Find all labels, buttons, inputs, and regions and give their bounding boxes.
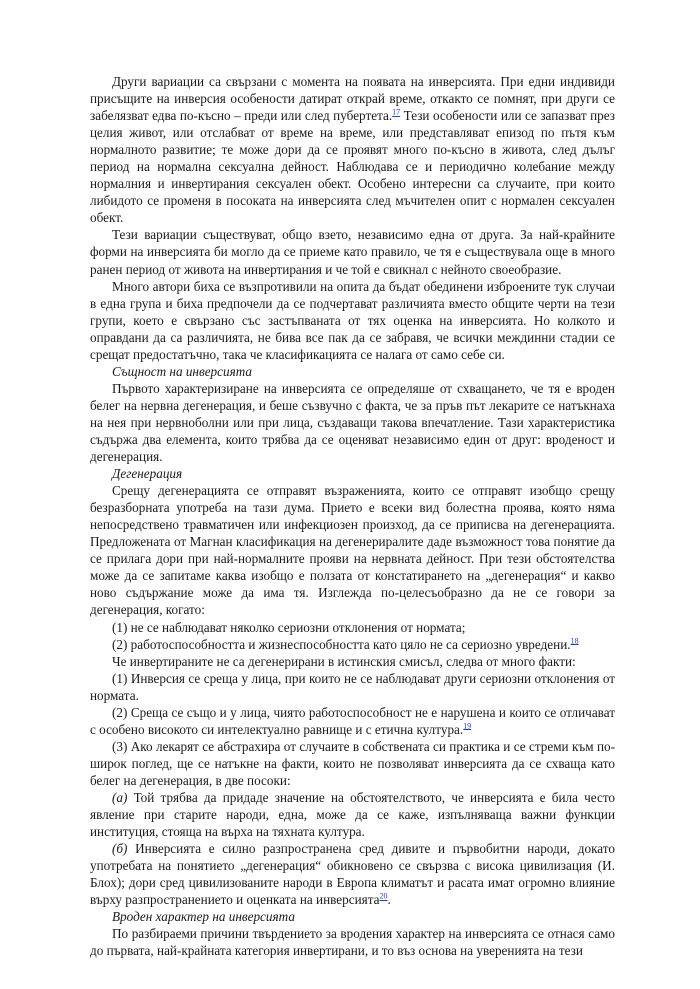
paragraph-text-continued: Тези особености или се запазват през целия живот, или отслабват от време на време, или представляват епизод по пътя към нормалното развитие; те може дори да се проявят много по-късно в живота, след дълъг период на нормална сексуална дейност. Наблюдава се и периодично колебание между нормалния и инвертирания сексуален обект. Особено интересни са случаите, при които либидото се променя в посоката на инверсията след мъчителен опит с нормален сексуален обект. [90,108,615,226]
paragraph-text: (2) работоспособността и жизнеспособността като цяло не са сериозно увредени. [112,636,571,652]
body-paragraph [90,789,615,840]
paragraph-text: Тези вариации съществуват, общо взето, независимо една от друга. За най-крайните форми на инверсията би могло да се приеме като правило, че тя е съществувала още в много ранен период от живота на инвертирания и че той е свикнал с нейното своеобразие. [90,227,615,277]
paragraph-text: Че инвертираните не са дегенерирани в истинския смисъл, следва от много факти: [112,653,576,669]
body-paragraph [90,670,615,704]
body-paragraph [90,278,615,363]
section-heading-text: Дегенерация [112,466,183,482]
body-paragraph [90,619,615,636]
body-paragraph [90,73,615,226]
section-heading [90,908,615,925]
body-paragraph [90,482,615,618]
list-marker: (б) [112,841,128,857]
footnote-link[interactable]: 17 [392,107,401,117]
body-paragraph [90,380,615,465]
paragraph-text: Инверсията е силно разпространена сред дивите и първобитни народи, докато употребата на понятието „дегенерация“ обикновено се свързва с висока цивилизация (И. Блох); дори сред цивилизованите народи в Европа климатът и расата имат огромно влияние върху разпространението и оценката на инверсията [90,841,615,908]
footnote-link[interactable]: 20 [379,891,388,901]
paragraph-text: (1) Инверсия се среща у лица, при които не се наблюдават други сериозни отклонения от нормата. [90,670,615,703]
footnote-link[interactable]: 18 [570,636,579,646]
body-paragraph [90,704,615,738]
document-page [90,73,615,959]
body-paragraph [90,653,615,670]
footnote-link[interactable]: 19 [463,721,472,731]
paragraph-text: (1) не се наблюдават няколко сериозни отклонения от нормата; [112,619,466,635]
paragraph-text: По разбираеми причини твърдението за вродения характер на инверсията се отнася само до първата, най-крайната категория инвертирани, и то въз основа на уверенията на тези [90,926,615,959]
body-paragraph [90,925,615,959]
body-paragraph [90,226,615,277]
paragraph-text: Той трябва да придаде значение на обстоятелството, че инверсията е била често явление при старите народи, една, може да се каже, изпълняваща важни функции институция, стояща на върха на тяхната култура. [90,789,615,840]
body-paragraph [90,840,615,908]
paragraph-text: Други вариации са свързани с момента на появата на инверсията. При едни индивиди присъщите на инверсия особености датират открай време, откакто се помнят, при други се забелязват едва по-късно – преди или след пубертета. [90,74,615,124]
body-paragraph [90,636,615,653]
list-marker: (а) [112,789,128,805]
section-heading [90,465,615,482]
paragraph-text: Първото характеризиране на инверсията се определяше от схващането, че тя е вроден белег на нервна дегенерация, и беше съзвучно с факта, че за пръв път лекарите се натъкнаха на нея при нервноболни или при лица, създаващи такова впечатление. Тази характеристика съдържа два елемента, които трябва да се оценяват независимо един от друг: вроденост и дегенерация. [90,380,615,465]
section-heading [90,363,615,380]
section-heading-text: Вроден характер на инверсията [112,909,295,925]
paragraph-text: (2) Среща се също и у лица, чиято работоспособност не е нарушена и които се отличават с особено високото си интелектуално равнище и с етична култура. [90,704,615,737]
section-heading-text: Същност на инверсията [112,363,253,379]
paragraph-text: Срещу дегенерацията се отправят възраженията, които се отправят изобщо срещу безразборната употреба на тази дума. Прието е всеки вид болестна проява, която няма непосредствено травматичен или инфекциозен произход, да се приписва на дегенерацията. Предложената от Магнан класификация на дегенериралите даде възможност това понятие да се прилага дори при най-нормалните прояви на нервната дейност. При тези обстоятелства може да се запитаме каква изобщо е ползата от констатирането на „дегенерация“ и какво ново съдържание може да има тя. Изглежда по-целесъобразно да не се говори за дегенерация, когато: [90,483,615,618]
paragraph-text-continued: . [387,892,391,908]
paragraph-text: (3) Ако лекарят се абстрахира от случаите в собствената си практика и се стреми към по-широк поглед, ще се натъкне на факти, които не позволяват инверсията да се схваща като белег на дегенерация, в две посоки: [90,738,615,788]
body-paragraph [90,738,615,789]
paragraph-text: Много автори биха се възпротивили на опита да бъдат обединени изброените тук случаи в една група и биха предпочели да се подчертават различията вместо общите черти на тези групи, което е свързано със застъпваната от тях оценка на инверсията. Но колкото и оправдани да са различията, не бива все пак да се забравя, че всички междинни стадии се срещат предостатъчно, така че класификацията се налага от само себе си. [90,278,615,362]
